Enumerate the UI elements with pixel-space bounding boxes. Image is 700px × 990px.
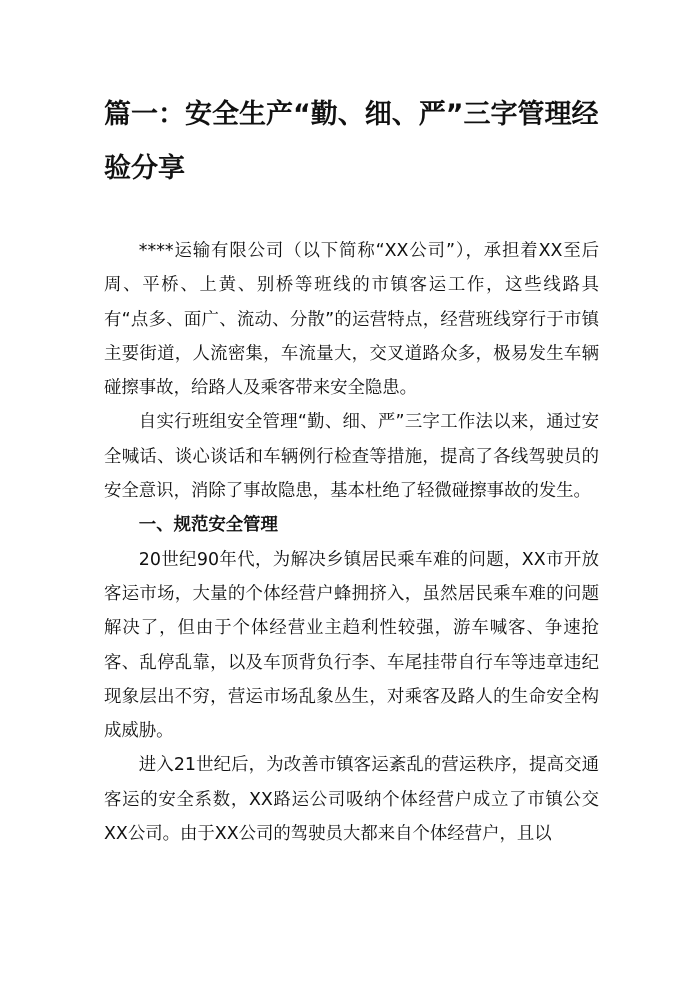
section-heading: 一、规范安全管理 [138,515,278,536]
document-title: 篇一：安全生产“勤、细、严”三字管理经验分享 [104,99,599,184]
section-paragraph-1: 20世纪90年代，为解决乡镇居民乘车难的问题，XX市开放客运市场，大量的个体经营户蜂拥挤入，虽然居民乘车难的问题解决了，但由于个体经营业主趋利性较强，游车喊客、争速抢客、乱停乱靠，以及车顶背负行李、车尾挂带自行车等违章违纪现象层出不穷，营运市场乱象丛生，对乘客及路人的生命安全构成威胁。 [104,549,599,742]
section-paragraph-2: 进入21世纪后，为改善市镇客运紊乱的营运秩序，提高交通客运的安全系数，XX路运公司吸纳个体经营户成立了市镇公交XX公司。由于XX公司的驾驶员大都来自个体经营户，且以 [104,755,599,845]
intro-paragraph-1: ****运输有限公司（以下简称“XX公司”），承担着XX至后周、平桥、上黄、别桥等班线的市镇客运工作，这些线路具有“点多、面广、流动、分散”的运营特点，经营班线穿行于市镇主要街道，人流密集，车流量大，交叉道路众多，极易发生车辆碰擦事故，给路人及乘客带来安全隐患。 [104,241,599,399]
intro-paragraph-2: 自实行班组安全管理“勤、细、严”三字工作法以来，通过安全喊话、谈心谈话和车辆例行检查等措施，提高了各线驾驶员的安全意识，消除了事故隐患，基本杜绝了轻微碰擦事故的发生。 [104,412,599,502]
document-body [104,234,599,851]
